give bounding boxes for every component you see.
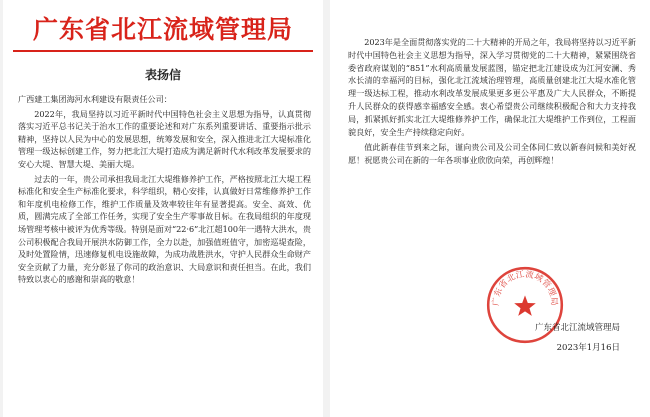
letter-body-left (18, 93, 311, 286)
letterhead-divider (13, 50, 313, 52)
document-title: 表扬信 (144, 68, 181, 82)
seal-star-icon (514, 295, 536, 315)
letter-body-right (348, 36, 636, 170)
signature-date: 2023年1月16日 (556, 343, 620, 353)
letter-page-2 (330, 0, 650, 417)
official-seal-stamp (485, 265, 565, 345)
body-paragraph: 2023年是全面贯彻落实党的二十大精神的开局之年，我局将坚持以习近平新时代中国特色社会主义思想为指导，深入学习贯彻党的二十大精神，紧紧围绕省委省政府谋划的“851”水利高质量发展蓝图，锚定把北江建设成为江河安澜、秀水长清的幸福河的目标，强化北江流域治理管理，高质量创建北江大堤水准化管理一级达标工程，推动水利改革发展成果更多更公平惠及广大人民群众，不断提升人民群众的获得感幸福感安全感。衷心希望贵公司继续积极配合和大力支持我局，抓紧抓好抓实北江大堤维修养护工作，确保北江大堤维护工作到位，工程面貌良好，安全生产持续稳定向好。 (348, 37, 636, 137)
seal-text: 广东省北江流域管理局 (490, 268, 560, 307)
signature-organization: 广东省北江流域管理局 (534, 323, 620, 333)
letter-page-1 (3, 0, 323, 417)
body-paragraph: 值此新春佳节到来之际，谨向贵公司及公司全体同仁致以新春问候和美好祝愿！祝愿贵公司在新的一年各项事业欣欣向荣，再创辉煌！ (348, 142, 636, 166)
salutation: 广西建工集团海河水利建设有限责任公司： (18, 94, 172, 104)
body-paragraph: 2022年，我局坚持以习近平新时代中国特色社会主义思想为指导，认真贯彻落实习近平总书记关于治水工作的重要论述和对广东系列重要讲话、重要指示批示精神，坚持以人民为中心的发展思想，统筹发展和安全，深入推进北江大堤标准化管理一级达标创建工作，努力把北江大堤打造成为满足新时代水利改革发展要求的安心大堤、智慧大堤、美丽大堤。 (18, 108, 311, 169)
letterhead-title: 广东省北江流域管理局 (32, 15, 293, 44)
body-paragraph: 过去的一年，贵公司承担我局北江大堤维修养护工作，严格按照北江大堤工程标准化和安全生产标准化要求，科学组织，精心安排，认真做好日常维修养护工作和年度机电检修工作，维护工作质量及效率较往年有显著提高。安全、高效、优质，圆满完成了全部工作任务，实现了安全生产零事故目标。在我局组织的年度现场管理考核中被评为优秀等级。特别是面对“22·6”北江超100年一遇特大洪水，贵公司积极配合我局开展洪水防御工作，全力以赴，加强值班值守，加密巡堤查险，及时处置险情，迅速修复机电设施故障，为成功战胜洪水，守护人民群众生命财产安全贡献了力量，充分彰显了你司的政治意识、大局意识和责任担当。在此，我们特致以衷心的感谢和崇高的敬意！ (18, 173, 311, 285)
